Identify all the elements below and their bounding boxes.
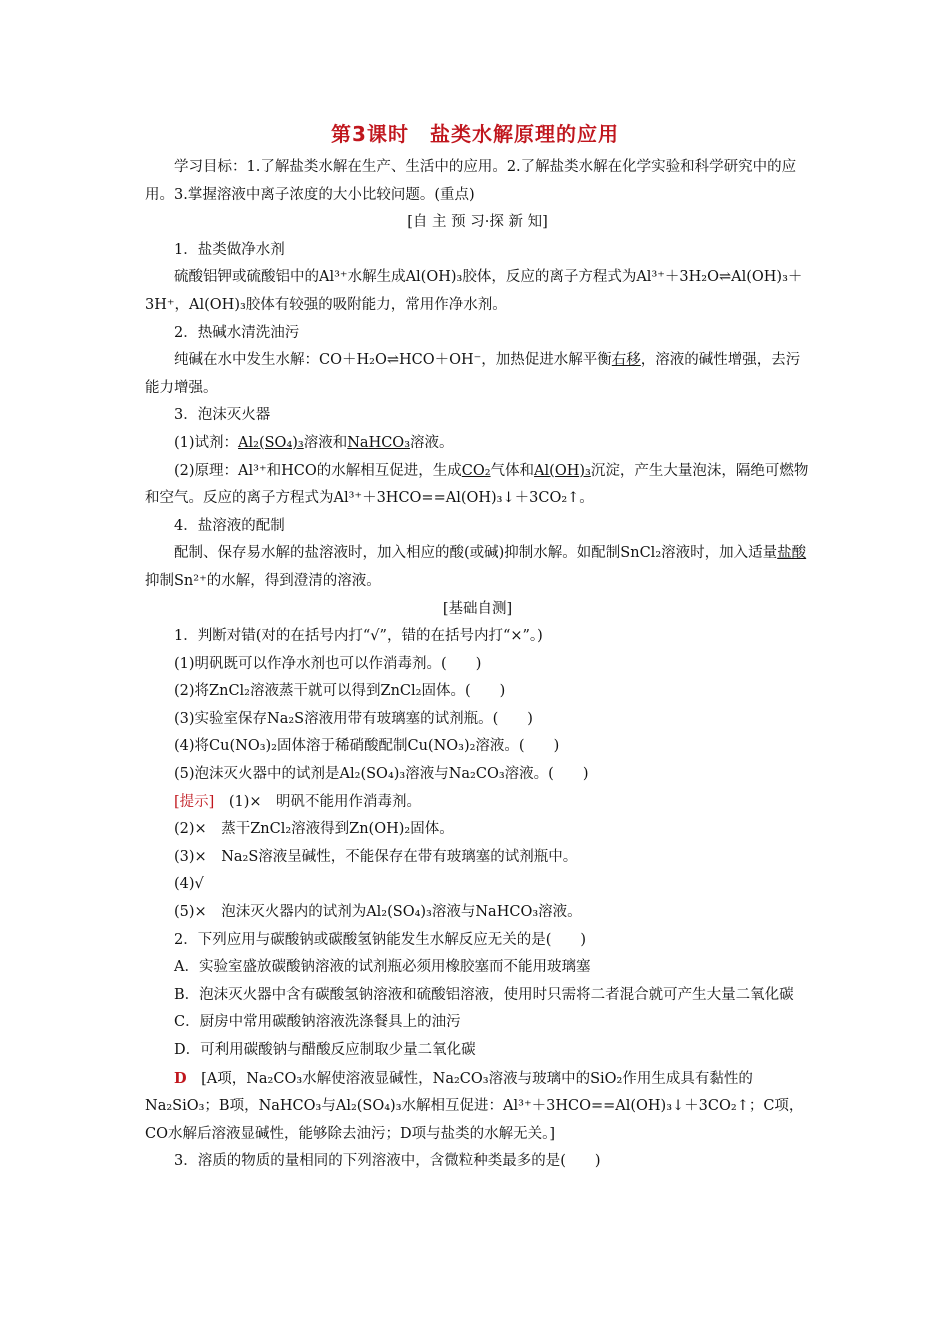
underlined-answer: 右移 bbox=[611, 352, 641, 369]
hint-block bbox=[145, 789, 810, 817]
text-run: 溶液。 bbox=[410, 434, 454, 451]
section-3-principle bbox=[145, 458, 810, 513]
page-title: 第3课时 盐类水解原理的应用 bbox=[331, 122, 619, 146]
text-run: (2)原理：Al³⁺和HCO的水解相互促进，生成 bbox=[174, 462, 462, 479]
section-3-heading: 3．泡沫灭火器 bbox=[174, 407, 271, 424]
question-2-option: B．泡沫灭火器中含有碳酸氢钠溶液和硫酸铝溶液，使用时只需将二者混合就可产生大量二氧化碳 bbox=[174, 986, 794, 1003]
underlined-answer: CO₂ bbox=[461, 462, 491, 479]
hint-item: (2)× 蒸干ZnCl₂溶液得到Zn(OH)₂固体。 bbox=[174, 821, 454, 838]
section-2-body bbox=[145, 347, 810, 402]
question-2-option: A．实验室盛放碳酸钠溶液的试剂瓶必须用橡胶塞而不能用玻璃塞 bbox=[174, 959, 591, 976]
hint-item: (3)× Na₂S溶液呈碱性，不能保存在带有玻璃塞的试剂瓶中。 bbox=[174, 848, 578, 865]
question-2-heading: 2．下列应用与碳酸钠或碳酸氢钠能发生水解反应无关的是( ) bbox=[174, 931, 587, 948]
answer-letter: D bbox=[174, 1069, 187, 1087]
document-body bbox=[145, 154, 810, 1176]
question-2-option: C．厨房中常用碳酸钠溶液洗涤餐具上的油污 bbox=[174, 1014, 461, 1031]
text-run: 抑制Sn²⁺的水解，得到澄清的溶液。 bbox=[145, 572, 381, 589]
question-1-item: (4)将Cu(NO₃)₂固体溶于稀硝酸配制Cu(NO₃)₂溶液。( ) bbox=[174, 738, 560, 755]
learning-objectives: 学习目标：1.了解盐类水解在生产、生活中的应用。2.了解盐类水解在化学实验和科学研究中的应用。3.掌握溶液中离子浓度的大小比较问题。(重点) bbox=[145, 159, 797, 203]
text-run: 配制、保存易水解的盐溶液时，加入相应的酸(或碱)抑制水解。如配制SnCl₂溶液时，加入适量 bbox=[174, 545, 778, 562]
text-run: 气体和 bbox=[490, 462, 535, 479]
text-run: 沉淀，产生大量泡沫，隔绝可燃物和空气。反应的离子方程式为Al³⁺＋3HCO==Al(OH)₃↓＋3CO₂↑。 bbox=[145, 462, 809, 507]
section-2-heading: 2．热碱水清洗油污 bbox=[174, 324, 300, 341]
hint-item: (1)× 明矾不能用作消毒剂。 bbox=[214, 793, 422, 810]
question-1-heading: 1．判断对错(对的在括号内打“√”，错的在括号内打“×”。) bbox=[174, 628, 543, 645]
question-3-heading: 3．溶质的物质的量相同的下列溶液中，含微粒种类最多的是( ) bbox=[174, 1153, 601, 1170]
question-1-item: (5)泡沫灭火器中的试剂是Al₂(SO₄)₃溶液与Na₂CO₃溶液。( ) bbox=[174, 766, 589, 783]
text-run: 纯碱在水中发生水解：CO＋H₂O⇌HCO＋OH⁻，加热促进水解平衡 bbox=[174, 352, 612, 369]
question-2-option: D．可利用碳酸钠与醋酸反应制取少量二氧化碳 bbox=[174, 1042, 476, 1058]
hint-item: (5)× 泡沫灭火器内的试剂为Al₂(SO₄)₃溶液与NaHCO₃溶液。 bbox=[174, 904, 582, 921]
question-2-answer bbox=[145, 1065, 810, 1149]
section-3-reagents bbox=[145, 430, 810, 458]
underlined-answer: Al(OH)₃ bbox=[534, 462, 591, 479]
text-run: (1)试剂： bbox=[174, 434, 239, 451]
section-1-body: 硫酸铝钾或硫酸铝中的Al³⁺水解生成Al(OH)₃胶体，反应的离子方程式为Al³⁺＋3H₂O⇌Al(OH)₃＋3H⁺，Al(OH)₃胶体有较强的吸附能力，常用作净水剂。 bbox=[145, 269, 803, 313]
section-heading-test: [基础自测] bbox=[442, 600, 513, 617]
underlined-answer: Al₂(SO₄)₃ bbox=[238, 434, 304, 451]
answer-explanation: [A项，Na₂CO₃水解使溶液显碱性，Na₂CO₃溶液与玻璃中的SiO₂作用生成具有黏性的Na₂SiO₃；B项，NaHCO₃与Al₂(SO₄)₃水解相互促进：Al³⁺＋3HCO==Al(OH)₃↓＋3CO₂↑；C项，CO水解后溶液显碱性，能够除去油污；D项与盐类的水解无关。] bbox=[145, 1070, 804, 1142]
section-4-heading: 4．盐溶液的配制 bbox=[174, 517, 285, 534]
hint-item: (4)√ bbox=[174, 876, 204, 893]
text-run: 溶液和 bbox=[303, 434, 348, 451]
section-4-body bbox=[145, 540, 810, 595]
question-1-item: (2)将ZnCl₂溶液蒸干就可以得到ZnCl₂固体。( ) bbox=[174, 683, 506, 700]
text-run: ，溶液的碱性增强，去污能力增强。 bbox=[145, 352, 801, 396]
hint-label: [提示] bbox=[174, 793, 215, 810]
section-1-heading: 1．盐类做净水剂 bbox=[174, 241, 285, 258]
section-heading-preview: [自 主 预 习·探 新 知] bbox=[407, 214, 548, 231]
question-1-item: (3)实验室保存Na₂S溶液用带有玻璃塞的试剂瓶。( ) bbox=[174, 710, 533, 727]
question-1-item: (1)明矾既可以作净水剂也可以作消毒剂。( ) bbox=[174, 655, 482, 672]
underlined-answer: 盐酸 bbox=[777, 545, 807, 562]
underlined-answer: NaHCO₃ bbox=[347, 434, 411, 451]
